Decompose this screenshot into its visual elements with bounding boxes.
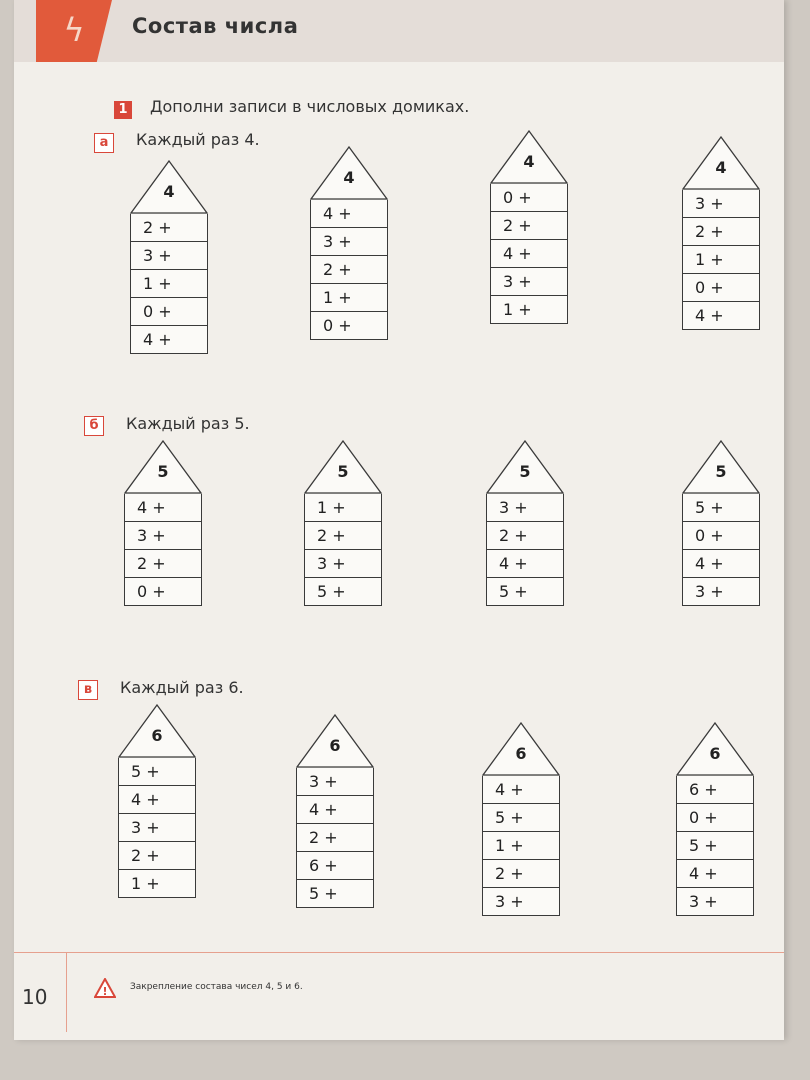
part-label-v: Каждый раз 6.	[120, 678, 244, 697]
house-row[interactable]: 0 +	[130, 298, 208, 326]
house-row[interactable]: 4 +	[682, 550, 760, 578]
house-roof-number: 5	[157, 462, 169, 481]
house-row[interactable]: 3 +	[490, 268, 568, 296]
house-roof	[310, 146, 388, 200]
house-roof	[296, 714, 374, 768]
house-row[interactable]: 5 +	[682, 494, 760, 522]
house-roof	[304, 440, 382, 494]
house-row[interactable]: 1 +	[482, 832, 560, 860]
house-row[interactable]: 5 +	[486, 578, 564, 606]
house-row[interactable]: 4 +	[482, 776, 560, 804]
part-label-b: Каждый раз 5.	[126, 414, 250, 433]
house-row[interactable]: 5 +	[118, 758, 196, 786]
house-row[interactable]: 3 +	[310, 228, 388, 256]
house-roof	[682, 136, 760, 190]
number-house	[682, 136, 760, 330]
part-letter-a: а	[94, 133, 114, 153]
house-row[interactable]: 3 +	[118, 814, 196, 842]
number-house	[118, 704, 196, 898]
house-row[interactable]: 1 +	[304, 494, 382, 522]
house-roof-number: 4	[343, 168, 355, 187]
house-row[interactable]: 4 +	[118, 786, 196, 814]
house-roof-number: 6	[151, 726, 163, 745]
house-row[interactable]: 5 +	[676, 832, 754, 860]
house-roof-number: 6	[515, 744, 527, 763]
house-roof	[130, 160, 208, 214]
house-row[interactable]: 0 +	[490, 184, 568, 212]
house-row[interactable]: 3 +	[682, 578, 760, 606]
number-house	[124, 440, 202, 606]
house-roof	[118, 704, 196, 758]
house-roof-number: 6	[329, 736, 341, 755]
house-row[interactable]: 2 +	[482, 860, 560, 888]
warning-icon	[94, 978, 116, 998]
house-row[interactable]: 3 +	[296, 768, 374, 796]
house-row[interactable]: 3 +	[482, 888, 560, 916]
house-row[interactable]: 3 +	[304, 550, 382, 578]
house-roof	[676, 722, 754, 776]
house-row[interactable]: 4 +	[490, 240, 568, 268]
workbook-page	[14, 0, 784, 1040]
house-row[interactable]: 3 +	[682, 190, 760, 218]
house-row[interactable]: 4 +	[676, 860, 754, 888]
house-row[interactable]: 4 +	[124, 494, 202, 522]
house-roof-number: 5	[337, 462, 349, 481]
house-row[interactable]: 1 +	[490, 296, 568, 324]
house-row[interactable]: 1 +	[310, 284, 388, 312]
house-row[interactable]: 1 +	[682, 246, 760, 274]
house-row[interactable]: 6 +	[676, 776, 754, 804]
house-roof	[486, 440, 564, 494]
house-roof-number: 6	[709, 744, 721, 763]
task-instruction: Дополни записи в числовых домиках.	[150, 97, 470, 116]
house-row[interactable]: 5 +	[304, 578, 382, 606]
house-roof	[682, 440, 760, 494]
task-number: 1	[114, 101, 132, 119]
house-row[interactable]: 1 +	[130, 270, 208, 298]
header-bar	[14, 0, 784, 62]
number-house	[482, 722, 560, 916]
part-letter-b: б	[84, 416, 104, 436]
house-row[interactable]: 2 +	[124, 550, 202, 578]
footer-divider	[14, 952, 784, 953]
part-label-a: Каждый раз 4.	[136, 130, 260, 149]
house-row[interactable]: 2 +	[490, 212, 568, 240]
page-number: 10	[22, 985, 48, 1009]
house-row[interactable]: 2 +	[118, 842, 196, 870]
number-house	[130, 160, 208, 354]
house-roof-number: 4	[523, 152, 535, 171]
lightning-icon: ϟ	[63, 11, 85, 49]
house-row[interactable]: 2 +	[682, 218, 760, 246]
number-house	[682, 440, 760, 606]
house-row[interactable]: 0 +	[682, 274, 760, 302]
number-house	[296, 714, 374, 908]
number-house	[490, 130, 568, 324]
house-roof	[490, 130, 568, 184]
svg-text:!: !	[102, 985, 108, 998]
house-row[interactable]: 4 +	[296, 796, 374, 824]
house-row[interactable]: 3 +	[676, 888, 754, 916]
house-row[interactable]: 0 +	[682, 522, 760, 550]
house-row[interactable]: 5 +	[296, 880, 374, 908]
house-roof-number: 4	[715, 158, 727, 177]
house-row[interactable]: 0 +	[310, 312, 388, 340]
house-roof-number: 5	[519, 462, 531, 481]
number-house	[304, 440, 382, 606]
part-letter-v: в	[78, 680, 98, 700]
number-house	[310, 146, 388, 340]
house-row[interactable]: 4 +	[130, 326, 208, 354]
house-row[interactable]: 3 +	[130, 242, 208, 270]
house-roof-number: 4	[163, 182, 175, 201]
house-row[interactable]: 2 +	[130, 214, 208, 242]
house-row[interactable]: 2 +	[304, 522, 382, 550]
house-roof	[124, 440, 202, 494]
house-row[interactable]: 4 +	[682, 302, 760, 330]
page-title: Состав числа	[132, 14, 299, 38]
house-row[interactable]: 3 +	[124, 522, 202, 550]
house-row[interactable]: 3 +	[486, 494, 564, 522]
house-roof-number: 5	[715, 462, 727, 481]
house-roof	[482, 722, 560, 776]
house-row[interactable]: 2 +	[296, 824, 374, 852]
number-house	[676, 722, 754, 916]
house-row[interactable]: 5 +	[482, 804, 560, 832]
house-row[interactable]: 6 +	[296, 852, 374, 880]
number-house	[486, 440, 564, 606]
footer-vertical-divider	[66, 952, 67, 1032]
house-row[interactable]: 1 +	[118, 870, 196, 898]
house-row[interactable]: 4 +	[310, 200, 388, 228]
house-row[interactable]: 4 +	[486, 550, 564, 578]
house-row[interactable]: 0 +	[676, 804, 754, 832]
house-row[interactable]: 2 +	[310, 256, 388, 284]
footer-note: Закрепление состава чисел 4, 5 и 6.	[130, 982, 303, 992]
house-row[interactable]: 2 +	[486, 522, 564, 550]
house-row[interactable]: 0 +	[124, 578, 202, 606]
